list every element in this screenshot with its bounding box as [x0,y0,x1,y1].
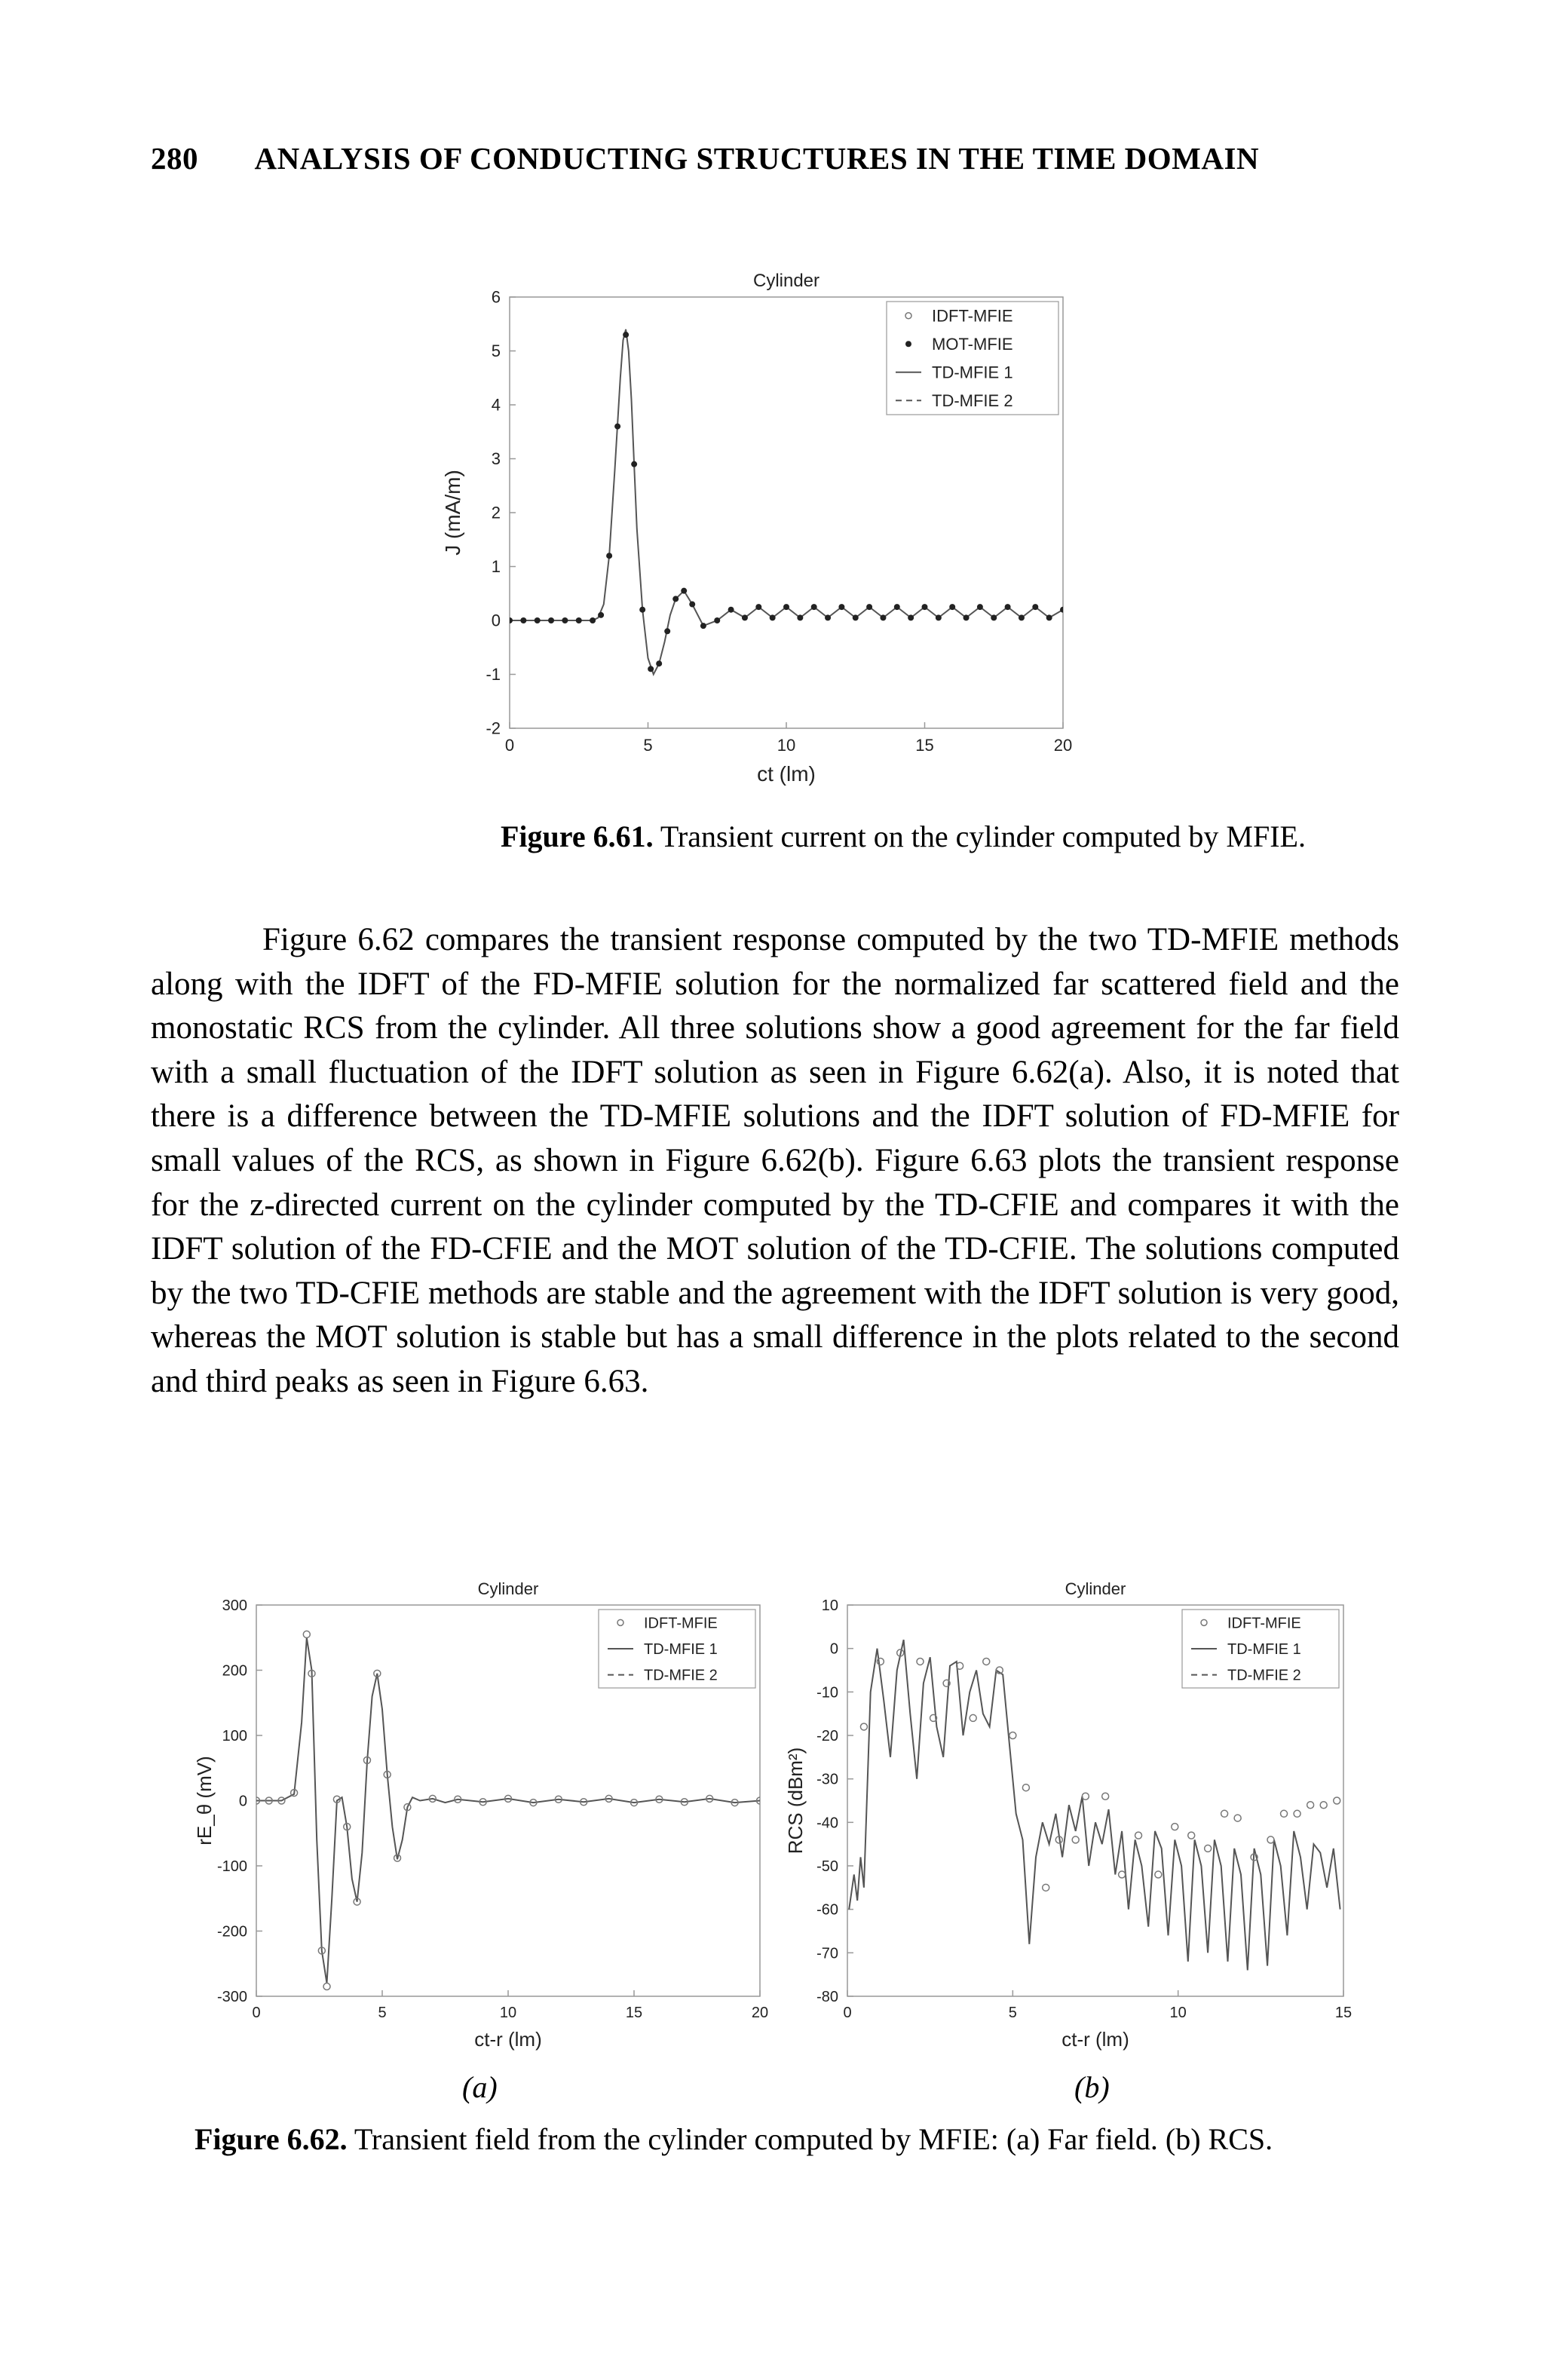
y-tick-label: 1 [491,557,501,577]
legend-entry: TD-MFIE 2 [1227,1667,1301,1684]
chart-title: Cylinder [477,1579,539,1598]
series-marker-idft-mfie [1043,1884,1049,1891]
series-marker-idft-mfie [970,1714,976,1721]
y-tick-label: -70 [816,1945,838,1962]
running-head-title: ANALYSIS OF CONDUCTING STRUCTURES IN THE TIME DOMAIN [254,141,1260,176]
figure-662-caption-text: Transient field from the cylinder computed by MFIE: (a) Far field. (b) RCS. [354,2122,1273,2156]
series-marker-idft-mfie [1119,1871,1126,1878]
series-marker-idft-mfie [1188,1832,1195,1839]
series-marker-idft-mfie [1155,1871,1162,1878]
figure-662-caption-label: Figure 6.62. [195,2122,348,2156]
chart-title: Cylinder [1065,1579,1126,1598]
y-tick-label: 10 [821,1597,838,1614]
y-tick-label: 300 [222,1597,247,1614]
y-axis-label: RCS (dBm²) [784,1747,807,1855]
y-tick-label: -50 [816,1858,838,1875]
y-tick-label: -10 [816,1684,838,1702]
x-axis-label: ct-r (lm) [474,2028,542,2051]
y-tick-label: 0 [238,1793,247,1810]
x-tick-label: 10 [1169,2005,1187,2021]
chart-legend [1182,1610,1339,1688]
series-marker-idft-mfie [1334,1797,1340,1804]
y-tick-label: -40 [816,1815,838,1832]
series-marker-idft-mfie [1022,1784,1029,1791]
series-marker-idft-mfie [1320,1802,1327,1809]
series-marker-idft-mfie [1135,1832,1142,1839]
y-axis-label: J (mA/m) [441,470,464,556]
series-marker-idft-mfie [860,1723,867,1730]
series-marker-idft-mfie [1102,1793,1109,1800]
plot-area [849,1640,1340,1970]
x-tick-label: 5 [1008,2005,1017,2021]
y-tick-label: 0 [491,611,501,630]
legend-entry: IDFT-MFIE [932,306,1013,326]
y-tick-label: 4 [491,395,501,415]
figure-661-caption-text: Transient current on the cylinder computed by MFIE. [660,819,1306,853]
x-tick-label: 15 [915,736,934,755]
figure-662-sublabel-b: (b) [1074,2070,1110,2104]
x-axis-label: ct-r (lm) [1062,2028,1129,2051]
x-tick-label: 5 [378,2005,387,2021]
legend-entry: IDFT-MFIE [644,1615,718,1632]
series-marker-idft-mfie [1172,1824,1178,1830]
y-tick-label: -1 [486,665,501,685]
series-line-td-mfie-1 [849,1640,1340,1970]
y-tick-label: -30 [816,1771,838,1788]
series-marker-idft-mfie [1009,1732,1016,1739]
legend-entry: MOT-MFIE [932,334,1013,354]
x-tick-label: 20 [751,2005,769,2021]
series-marker-idft-mfie [1082,1793,1089,1800]
series-marker-idft-mfie [1221,1810,1228,1817]
figure-661-caption-label: Figure 6.61. [501,819,654,853]
series-marker-idft-mfie [1205,1845,1212,1852]
series-marker-idft-mfie [1281,1810,1288,1817]
x-tick-label: 15 [1334,2005,1353,2021]
y-tick-label: 0 [829,1640,838,1658]
y-tick-label: 2 [491,503,501,522]
x-tick-label: 0 [843,2005,852,2021]
series-marker-idft-mfie [917,1658,924,1665]
legend-entry: TD-MFIE 2 [932,391,1013,410]
y-tick-label: -100 [216,1858,247,1875]
chart-title: Cylinder [752,271,820,291]
series-marker-idft-mfie [1267,1836,1274,1843]
y-tick-label: -80 [816,1989,838,2005]
chart-fig662b [784,1579,1352,2051]
y-axis-label: rE_θ (mV) [193,1756,216,1845]
y-tick-label: -200 [216,1923,247,1940]
series-marker-idft-mfie [1294,1810,1300,1817]
x-axis-label: ct (lm) [757,762,816,786]
x-tick-label: 0 [252,2005,261,2021]
y-tick-label: 3 [491,449,501,469]
y-tick-label: -300 [216,1989,247,2005]
y-tick-label: -60 [816,1901,838,1919]
body-paragraph: Figure 6.62 compares the transient response computed by the two TD-MFIE methods along with the IDFT of the FD-MFIE solution for the normalized far scattered field and the monostatic RCS from the cylinder. All three solutions show a good agreement for the far field with a small fluctuation of the IDFT solution as seen in Figure 6.62(a). Also, it is noted that there is a difference between the TD-MFIE solutions and the IDFT solution of FD-MFIE for small values of the RCS, as shown in Figure 6.62(b). Figure 6.63 plots the transient response for the z-directed current on the cylinder computed by the TD-CFIE and compares it with the IDFT solution of the FD-CFIE and the MOT solution of the TD-CFIE. The solutions computed by the two TD-CFIE methods are stable and the agreement with the IDFT solution is very good, whereas the MOT solution is stable but has a small difference in the plots related to the second and third peaks as seen in Figure 6.63. [151,922,1399,1399]
x-tick-label: 10 [499,2005,517,2021]
legend-entry: TD-MFIE 2 [644,1667,718,1684]
y-tick-label: -20 [816,1728,838,1744]
figure-662-sublabel-a: (a) [462,2070,498,2104]
y-tick-label: 200 [222,1662,247,1680]
legend-entry: IDFT-MFIE [1227,1615,1301,1632]
series-marker-idft-mfie [1072,1836,1079,1843]
page-number: 280 [151,141,198,176]
series-marker-idft-mfie [983,1658,990,1665]
x-tick-label: 15 [625,2005,643,2021]
series-marker-idft-mfie [1307,1802,1314,1809]
x-tick-label: 20 [1053,736,1073,755]
y-tick-label: 5 [491,342,501,361]
x-tick-label: 0 [504,736,515,755]
legend-entry: TD-MFIE 1 [644,1641,718,1658]
y-tick-label: -2 [486,718,501,738]
series-marker-idft-mfie [1234,1815,1241,1821]
y-tick-label: 100 [222,1728,247,1744]
legend-entry: TD-MFIE 1 [1227,1641,1301,1658]
legend-entry: TD-MFIE 1 [932,363,1013,382]
x-tick-label: 5 [643,736,653,755]
y-tick-label: 6 [491,287,501,307]
x-tick-label: 10 [777,736,796,755]
